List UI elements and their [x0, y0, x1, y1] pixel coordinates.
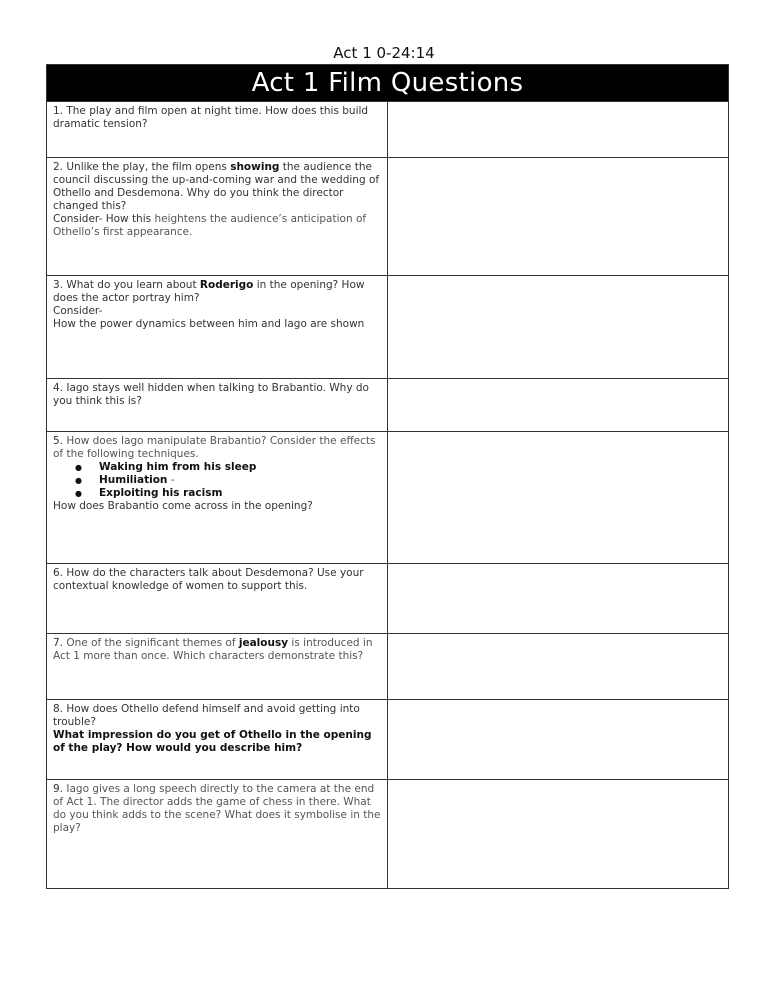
technique-item: ● Humiliation - — [99, 474, 383, 487]
questions-table — [46, 64, 729, 889]
question-row-2 — [47, 158, 729, 276]
question-3: 3. What do you learn about Roderigo in the opening? How does the actor portray him? Consider- How the power dynamics between him and Iago are shown — [47, 276, 388, 379]
question-row-7 — [47, 634, 729, 700]
question-row-3 — [47, 276, 729, 379]
question-row-4 — [47, 379, 729, 432]
technique-item: ● Exploiting his racism — [99, 487, 383, 500]
answer-cell-7[interactable] — [388, 634, 729, 700]
question-row-9 — [47, 780, 729, 889]
question-2: 2. Unlike the play, the film opens showing the audience the council discussing the up-and-coming war and the wedding of Othello and Desdemona. Why do you think the director changed this? Consider- How this heightens the audience’s anticipation of Othello’s first appearance. — [47, 158, 388, 276]
table-title: Act 1 Film Questions — [47, 65, 729, 102]
question-row-1 — [47, 102, 729, 158]
answer-cell-6[interactable] — [388, 564, 729, 634]
question-4: 4. Iago stays well hidden when talking to Brabantio. Why do you think this is? — [47, 379, 388, 432]
answer-cell-2[interactable] — [388, 158, 729, 276]
answer-cell-8[interactable] — [388, 700, 729, 780]
answer-cell-9[interactable] — [388, 780, 729, 889]
question-row-6 — [47, 564, 729, 634]
question-8: 8. How does Othello defend himself and avoid getting into trouble? What impression do you get of Othello in the opening of the play? How would you describe him? — [47, 700, 388, 780]
document-subtitle: Act 1 0-24:14 — [333, 44, 435, 62]
question-row-8 — [47, 700, 729, 780]
question-row-5 — [47, 432, 729, 564]
answer-cell-3[interactable] — [388, 276, 729, 379]
technique-item: ● Waking him from his sleep — [99, 461, 383, 474]
answer-cell-4[interactable] — [388, 379, 729, 432]
answer-cell-5[interactable] — [388, 432, 729, 564]
answer-cell-1[interactable] — [388, 102, 729, 158]
technique-list — [53, 461, 383, 500]
question-5: 5. How does Iago manipulate Brabantio? Consider the effects of the following techniques. ● Waking him from his sleep ● Humiliation - ● Exploiting his racism How does Brabantio come across in the opening? — [47, 432, 388, 564]
question-9: 9. Iago gives a long speech directly to the camera at the end of Act 1. The director adds the game of chess in there. What do you think adds to the scene? What does it symbolise in the play? — [47, 780, 388, 889]
question-1: 1. The play and film open at night time. How does this build dramatic tension? — [47, 102, 388, 158]
question-6: 6. How do the characters talk about Desdemona? Use your contextual knowledge of women to support this. — [47, 564, 388, 634]
question-7: 7. One of the significant themes of jealousy is introduced in Act 1 more than once. Which characters demonstrate this? — [47, 634, 388, 700]
